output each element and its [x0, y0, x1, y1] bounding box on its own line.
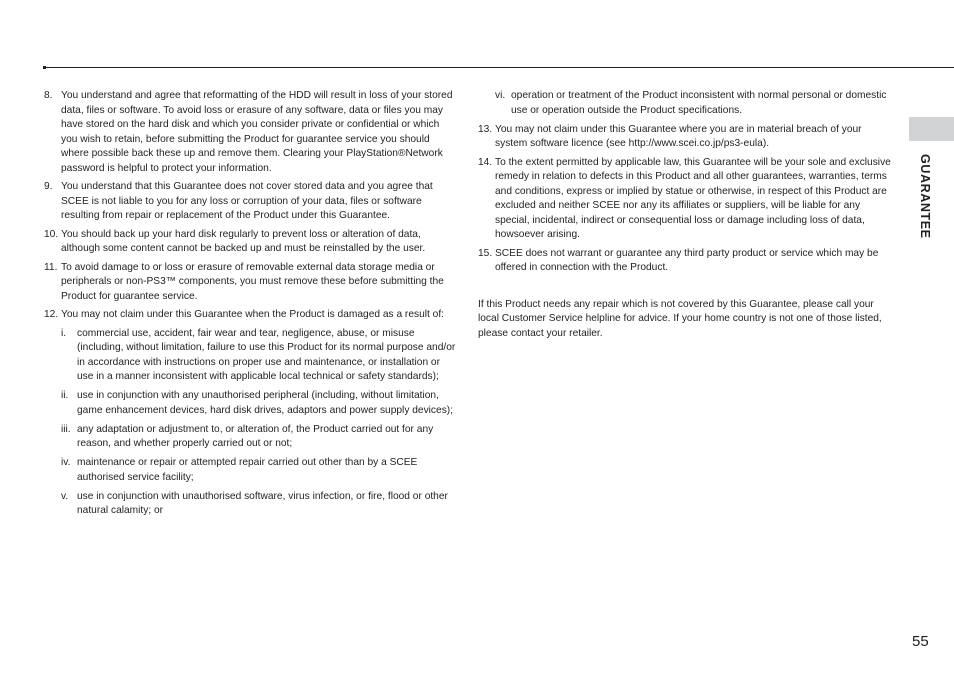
sub-item-text: maintenance or repair or attempted repair carried out other than by a SCEE authorised service facility;	[77, 457, 418, 483]
item-number: 9.	[44, 181, 53, 192]
item-number: 11.	[44, 261, 58, 273]
item-text: You may not claim under this Guarantee when the Product is damaged as a result of:	[61, 309, 445, 320]
item-number: 10.	[44, 228, 59, 240]
item-number: 12.	[44, 309, 59, 320]
right-column	[478, 89, 892, 341]
list-item-15	[478, 247, 892, 276]
sub-item-number: iii.	[61, 423, 71, 435]
item-number: 14.	[478, 156, 493, 168]
item-number: 13.	[478, 123, 493, 135]
sub-item-iii	[61, 423, 458, 452]
sub-item-iv	[61, 456, 458, 485]
closing-paragraph: If this Product needs any repair which is not covered by this Guarantee, please call your local Customer Service helpline for advice. If your home country is not one of those listed, please contact your retailer.	[478, 298, 882, 339]
sub-item-v	[61, 490, 458, 519]
list-item-12	[44, 308, 458, 323]
left-column	[44, 89, 458, 523]
sub-item-number: v.	[61, 490, 69, 502]
item-text: To avoid damage to or loss or erasure of removable external data storage media or peripherals or non-PS3™ components, you must remove these before submitting the Product for guarantee service.	[61, 261, 444, 302]
sub-item-number: iv.	[61, 457, 71, 468]
sub-item-vi	[495, 89, 892, 118]
item-text: You may not claim under this Guarantee where you are in material breach of your system software licence (see http://www.scei.co.jp/ps3-eula).	[495, 123, 862, 149]
item-text: To the extent permitted by applicable law, this Guarantee will be your sole and exclusive remedy in relation to defects in this Product and all other guarantees, warranties, terms and conditions, express or implied by statue or otherwise, in respect of this Product are excluded and neither SCEE nor any its affiliates or suppliers, will be liable for any special, incidental, indirect or consequential loss or damage including loss of data, howsoever arising.	[495, 156, 891, 240]
list-item-10	[44, 228, 458, 257]
section-tab	[909, 117, 954, 141]
sub-item-number: ii.	[61, 390, 69, 401]
list-item-11	[44, 261, 458, 305]
section-tab-label: GUARANTEE	[918, 154, 932, 239]
sub-item-number: i.	[61, 327, 67, 339]
item-number: 15.	[478, 247, 493, 259]
sub-item-text: any adaptation or adjustment to, or alteration of, the Product carried out for any reason, and whether properly carried out or not;	[77, 423, 434, 449]
item-text: You should back up your hard disk regularly to prevent loss or alteration of data, although some content cannot be backed up and must be reinstalled by the user.	[61, 228, 426, 254]
sub-item-number: vi.	[495, 90, 506, 101]
item-number: 8.	[44, 90, 53, 101]
sub-item-text: use in conjunction with unauthorised software, virus infection, or fire, flood or other natural calamity; or	[77, 490, 448, 516]
item-text: SCEE does not warrant or guarantee any third party product or service which may be offered in connection with the Product.	[495, 247, 879, 273]
sub-item-text: operation or treatment of the Product inconsistent with normal personal or domestic use or operation outside the Product specifications.	[511, 90, 887, 116]
header-rule	[44, 67, 954, 68]
list-item-14	[478, 156, 892, 243]
item-text: You understand and agree that reformatting of the HDD will result in loss of your stored data, files or software. To avoid loss or erasure of any software, data or files you may have stored on the hard disk and which you consider private or confidential or which you wish to retain, before submitting the Product for guarantee service you should where possible back these up and remove them. Clearing your PlayStation®Network password is helpful to protect your information.	[61, 90, 453, 174]
list-item-13	[478, 123, 892, 152]
list-item-8	[44, 89, 458, 176]
sub-item-text: use in conjunction with any unauthorised peripheral (including, without limitation, game enhancement devices, hard disk drives, adaptors and power supply devices);	[77, 390, 454, 416]
sub-item-ii	[61, 389, 458, 418]
list-item-9	[44, 180, 458, 224]
sub-item-text: commercial use, accident, fair wear and tear, negligence, abuse, or misuse (including, without limitation, failure to use this Product for its normal purpose and/or in accordance with instructions on proper use and maintenance, or installation or use in a manner inconsistent with applicable local technical or safety standards);	[77, 327, 456, 382]
item-text: You understand that this Guarantee does not cover stored data and you agree that SCEE is not liable to you for any loss or corruption of your data, files or software resulting from repair or replacement of the Product under this Guarantee.	[61, 181, 433, 221]
sub-item-i	[61, 327, 458, 385]
header-rule-dot	[43, 66, 46, 69]
page-number: 55	[912, 633, 929, 650]
